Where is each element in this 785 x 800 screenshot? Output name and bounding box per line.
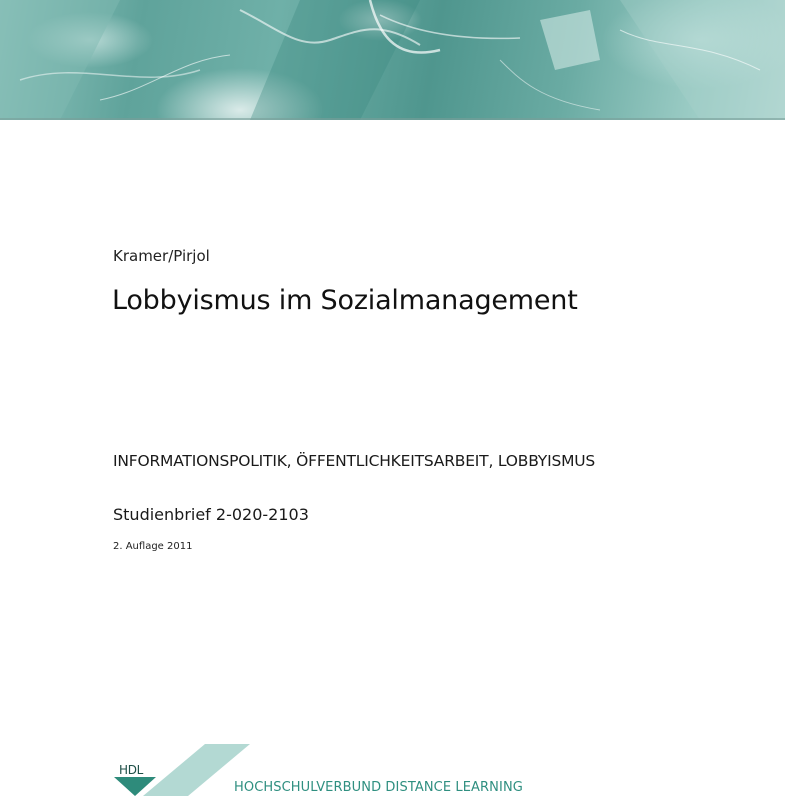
logo-abbreviation: HDL — [119, 763, 144, 777]
texture-overlay — [0, 0, 785, 120]
subject-line: INFORMATIONSPOLITIK, ÖFFENTLICHKEITSARBEIT, LOBBYISMUS — [113, 452, 596, 470]
document-title: Lobbyismus im Sozialmanagement — [112, 285, 578, 316]
hdl-logo — [110, 744, 540, 800]
cover-banner-image — [0, 0, 785, 120]
edition: 2. Auflage 2011 — [113, 541, 193, 552]
studienbrief-number: Studienbrief 2-020-2103 — [113, 505, 309, 524]
authors: Kramer/Pirjol — [113, 247, 210, 265]
organization-name: HOCHSCHULVERBUND DISTANCE LEARNING — [234, 780, 523, 795]
